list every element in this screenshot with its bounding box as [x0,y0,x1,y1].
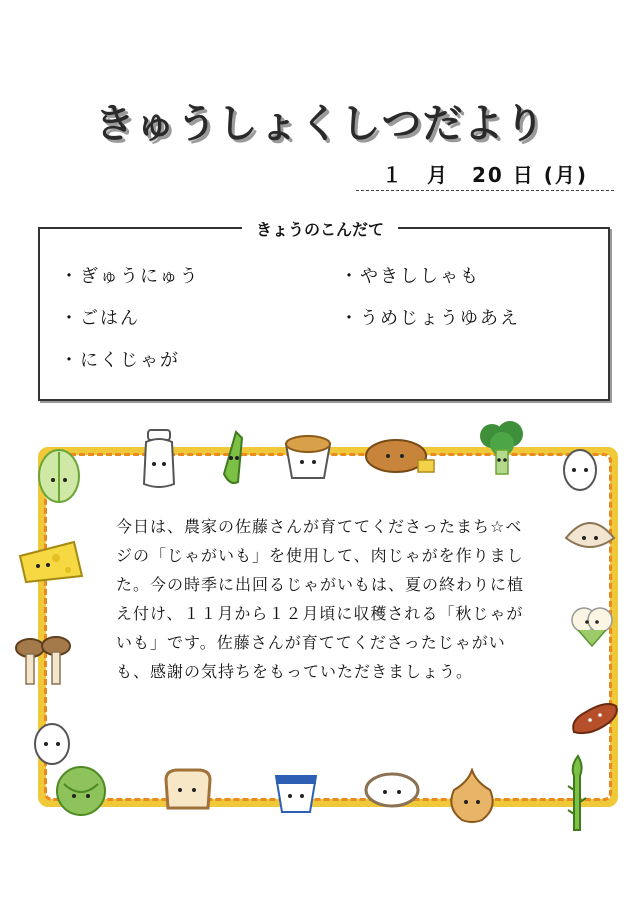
page-title: きゅうしょくしつだより [94,101,546,147]
natto-icon [280,430,336,482]
mushroom-icon [12,632,76,690]
date-month-unit: 月 [426,163,449,187]
milk-bottle-icon [138,426,180,490]
egg-icon [30,718,74,766]
cabbage-icon [34,444,84,506]
sausage-icon [566,694,622,740]
date-text [356,159,614,188]
date-day: 20 [471,163,504,187]
toast-icon [158,766,216,812]
yogurt-icon [270,768,322,816]
date-month: １ [382,163,404,187]
menu-heading-wrap [0,217,640,240]
cauliflower-icon [566,600,618,652]
okra-icon [212,428,252,486]
egg-icon [560,446,600,492]
lettuce-icon [50,764,112,818]
onion-icon [446,768,498,826]
asparagus-icon [560,754,596,834]
menu-item: ・にくじゃが [60,350,180,371]
date-weekday: (月) [543,163,588,187]
bread-icon [362,436,442,478]
clam-icon [562,512,618,558]
menu-item: ・ごはん [60,308,140,329]
date-day-unit: 日 [512,163,535,187]
menu-item: ・うめじょうゆあえ [340,308,520,329]
menu-heading: きょうのこんだて [242,220,398,239]
message-text: 今日は、農家の佐藤さんが育ててくださったまち☆ベジの「じゃがいも」を使用して、肉じゃがを作りました。今の時季に出回るじゃがいもは、夏の終わりに植え付け、１１月から１２月頃に収穫される「秋じゃがいも」です。佐藤さんが育ててくださったじゃがいも、感謝の気持ちをもっていただきましょう。 [116,517,525,681]
date-line [356,158,614,191]
menu-item: ・やきししゃも [340,266,480,287]
broccoli-icon [476,418,528,480]
menu-item: ・ぎゅうにゅう [60,266,200,287]
rice-bowl-icon [362,770,422,816]
cheese-icon [16,536,86,586]
